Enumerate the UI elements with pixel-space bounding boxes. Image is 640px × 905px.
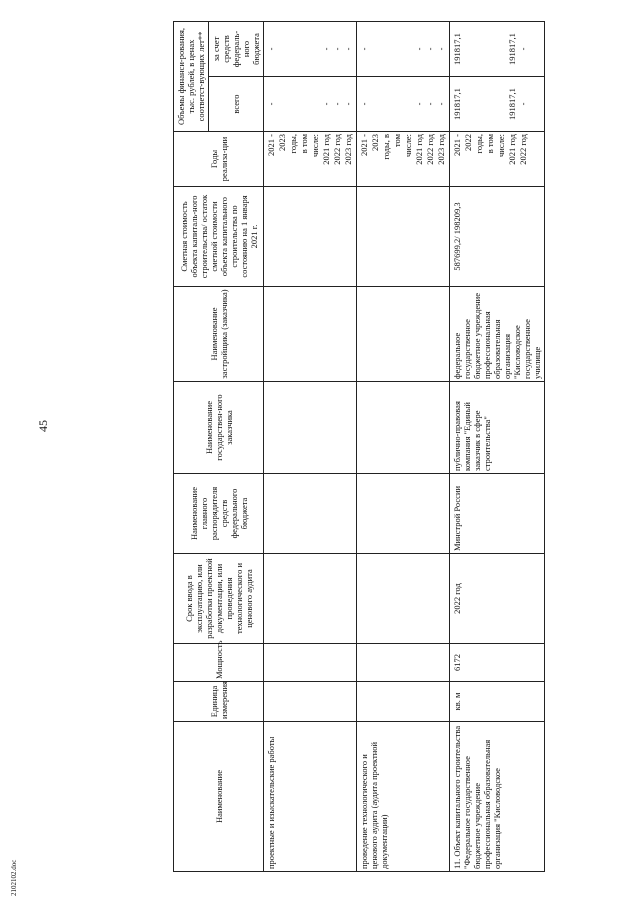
- total-value: [370, 79, 381, 129]
- year-line: 2022: [463, 134, 474, 151]
- federal-value: -: [425, 47, 436, 51]
- federal-value: [288, 24, 299, 74]
- total-value: -: [343, 102, 354, 106]
- row-cost: 587699,2/ 198209,3: [450, 187, 545, 287]
- total-value: [403, 79, 414, 129]
- year-line: 2021 -: [359, 134, 370, 156]
- row-customer: публично-правовая компания "Единый заказчик в сфере строительства": [450, 382, 545, 474]
- row-term: [264, 554, 357, 644]
- federal-value: -: [359, 47, 370, 51]
- total-value: [381, 79, 392, 129]
- year-line: 2021 -: [266, 134, 277, 156]
- header-federal: за счет средств федераль-ного бюджета: [209, 21, 264, 76]
- page-number: 45: [36, 420, 50, 432]
- year-line: 2022 год: [332, 134, 343, 165]
- federal-value: 191817,1: [452, 33, 463, 65]
- federal-value: [277, 24, 288, 74]
- total-value: [277, 79, 288, 129]
- row-name: [357, 722, 450, 872]
- year-line: годы,: [288, 134, 299, 154]
- row-unit: [357, 682, 450, 722]
- federal-value: -: [414, 47, 425, 51]
- federal-value: [310, 24, 321, 74]
- investment-table: [173, 21, 545, 872]
- header-capacity: Мощность: [174, 644, 264, 682]
- row-cost: [264, 187, 357, 287]
- federal-value: -: [266, 47, 277, 51]
- row-total: [450, 77, 545, 132]
- row-years: [450, 132, 545, 187]
- total-value: -: [425, 102, 436, 106]
- row-term: [357, 554, 450, 644]
- row-developer: [357, 287, 450, 382]
- year-line: 2021 -: [452, 134, 463, 156]
- federal-value: [474, 24, 485, 74]
- footer-filename: 2102102.doc: [10, 859, 18, 896]
- document-table-rotated: [173, 22, 633, 872]
- federal-value: -: [436, 47, 447, 51]
- row-years: [264, 132, 357, 187]
- year-line: том: [392, 134, 403, 148]
- total-value: [310, 79, 321, 129]
- year-line: числе:: [310, 134, 321, 157]
- header-row-1: [174, 21, 209, 871]
- header-total: всего: [209, 77, 264, 132]
- year-line: 2021 год: [321, 134, 332, 165]
- row-name: [450, 722, 545, 872]
- federal-value: -: [332, 47, 343, 51]
- total-value: [463, 79, 474, 129]
- table-row: [264, 21, 357, 871]
- year-line: годы, в: [381, 134, 392, 160]
- federal-value: [381, 24, 392, 74]
- total-value: 191817,1: [507, 88, 518, 120]
- federal-value: -: [343, 47, 354, 51]
- total-value: [288, 79, 299, 129]
- header-term: Срок ввода в эксплуатацию, или разработки проектной документации, или проведения технологического и ценового аудита: [174, 554, 264, 644]
- header-cost: Сметная стоимость объекта капиталь-ного строительства/ остаток сметной стоимости объекта капитального строительства по состоянию на 1 января 2021 г.: [174, 187, 264, 287]
- federal-value: 191817,1: [507, 33, 518, 65]
- year-line: 2023 год: [436, 134, 447, 165]
- table-row: [357, 21, 450, 871]
- year-line: 2021 год: [414, 134, 425, 165]
- federal-value: -: [518, 47, 529, 51]
- federal-value: [463, 24, 474, 74]
- header-years: Годы реализа-ции: [174, 132, 264, 187]
- federal-value: [299, 24, 310, 74]
- federal-value: [370, 24, 381, 74]
- year-line: в том: [485, 134, 496, 154]
- total-value: [485, 79, 496, 129]
- year-line: в том: [299, 134, 310, 154]
- row-developer: федеральное государственное бюджетное учреждение профессиональная образовательная организация "Кисловодское государственное училище: [450, 287, 545, 382]
- row-cost: [357, 187, 450, 287]
- total-value: [474, 79, 485, 129]
- row-name-text: проектные и изыскательские работы: [266, 736, 277, 869]
- row-capacity: [264, 644, 357, 682]
- row-distributor: Минстрой России: [450, 474, 545, 554]
- year-line: числе:: [403, 134, 414, 157]
- row-federal: [357, 21, 450, 76]
- total-value: [496, 79, 507, 129]
- row-distributor: [264, 474, 357, 554]
- federal-value: [403, 24, 414, 74]
- row-term: 2022 год: [450, 554, 545, 644]
- total-value: -: [321, 102, 332, 106]
- total-value: -: [518, 102, 529, 106]
- row-capacity: [357, 644, 450, 682]
- header-developer: Наименование застройщика (заказчика): [174, 287, 264, 382]
- federal-value: [485, 24, 496, 74]
- federal-value: [496, 24, 507, 74]
- total-value: -: [359, 102, 370, 106]
- year-line: 2023: [277, 134, 288, 151]
- row-total: [264, 77, 357, 132]
- total-value: -: [266, 102, 277, 106]
- year-line: 2022 год: [425, 134, 436, 165]
- row-unit: кв. м: [450, 682, 545, 722]
- year-line: годы,: [474, 134, 485, 154]
- year-line: числе:: [496, 134, 507, 157]
- row-name-text: проведение технологического и ценового аудита (аудита проектной документации): [359, 741, 390, 869]
- year-line: 2023 год: [343, 134, 354, 165]
- year-line: 2021 год: [507, 134, 518, 165]
- table-row: [450, 21, 545, 871]
- header-customer: Наименование государствен-ного заказчика: [174, 382, 264, 474]
- row-federal: [450, 21, 545, 76]
- total-value: -: [414, 102, 425, 106]
- row-name: [264, 722, 357, 872]
- total-value: [392, 79, 403, 129]
- row-developer: [264, 287, 357, 382]
- header-unit: Единица измерения: [174, 682, 264, 722]
- header-name: Наименование: [174, 722, 264, 872]
- total-value: [299, 79, 310, 129]
- row-federal: [264, 21, 357, 76]
- row-customer: [264, 382, 357, 474]
- year-line: 2022 год: [518, 134, 529, 165]
- header-distributor: Наименование главного распорядителя средств федерального бюджета: [174, 474, 264, 554]
- row-capacity: 6172: [450, 644, 545, 682]
- federal-value: -: [321, 47, 332, 51]
- total-value: -: [332, 102, 343, 106]
- total-value: 191817,1: [452, 88, 463, 120]
- row-years: [357, 132, 450, 187]
- row-unit: [264, 682, 357, 722]
- row-name-text: Объект капитального строительства "Федеральное государственное бюджетное учреждение профессиональная образовательная организация "Кисловодское: [452, 725, 503, 869]
- federal-value: [392, 24, 403, 74]
- header-funding: Объемы финанси-рования, тыс. рублей, в ценах соответст-вующих лет**: [174, 21, 209, 131]
- row-customer: [357, 382, 450, 474]
- year-line: 2023: [370, 134, 381, 151]
- row-distributor: [357, 474, 450, 554]
- row-total: [357, 77, 450, 132]
- row-number: 11.: [452, 858, 463, 869]
- total-value: -: [436, 102, 447, 106]
